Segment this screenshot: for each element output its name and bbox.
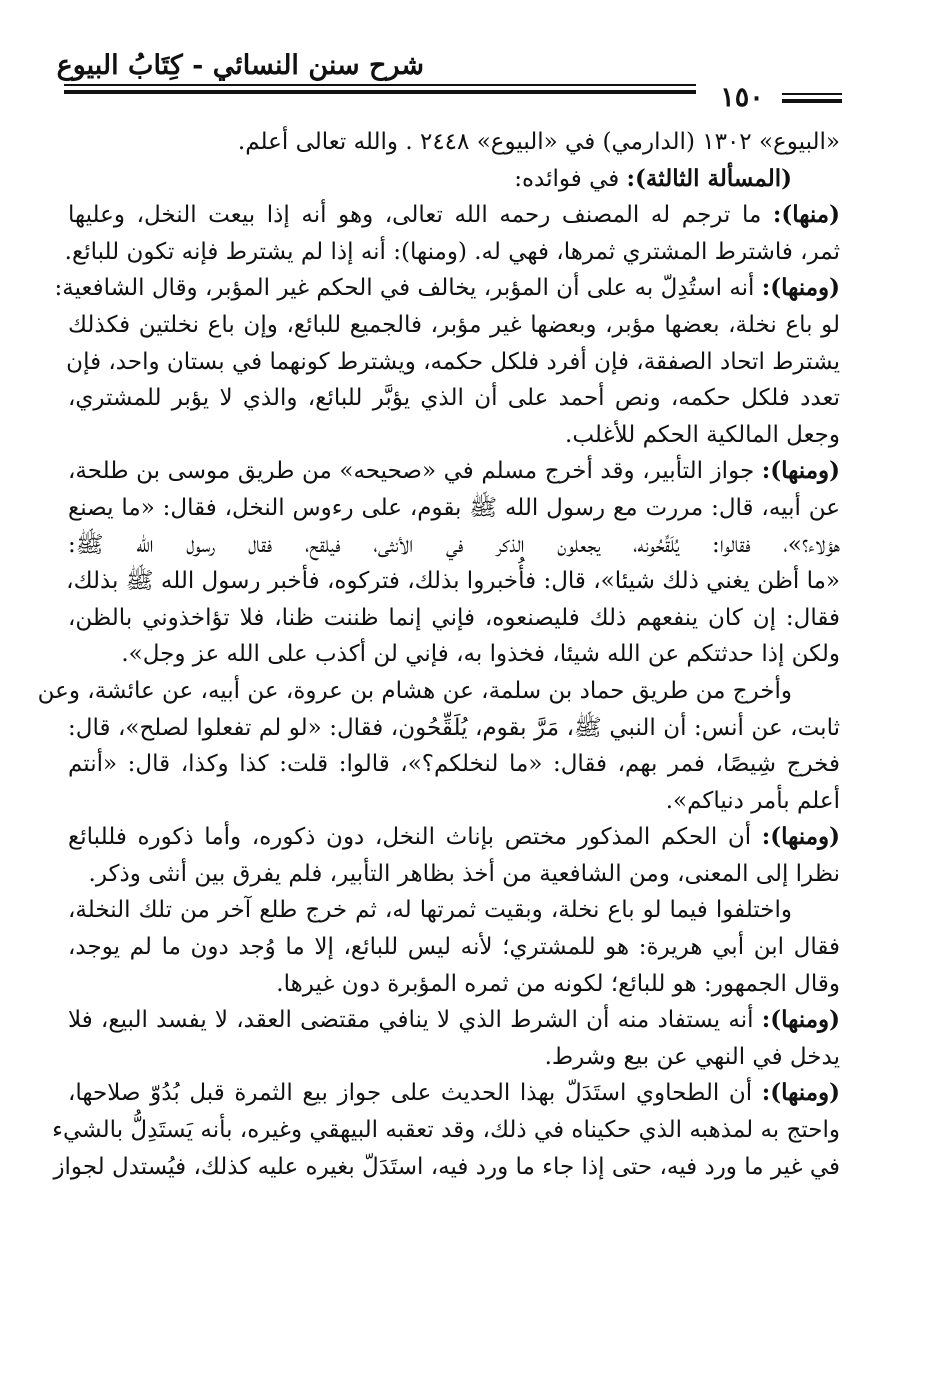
section-label: (ومنها): bbox=[761, 1006, 840, 1034]
section-label: (ومنها): bbox=[761, 823, 840, 851]
line-text: أنه استُدِلّ به على أن المؤبر، يخالف في الحكم غير المؤبر، وقال الشافعية: bbox=[54, 275, 762, 302]
text-line bbox=[52, 1112, 840, 1149]
page-number-rule-top bbox=[782, 93, 842, 95]
text-line bbox=[68, 453, 840, 490]
text-line bbox=[68, 417, 840, 454]
text-line bbox=[68, 710, 840, 747]
header-rule-top bbox=[64, 84, 696, 86]
text-line bbox=[68, 161, 840, 198]
line-text: في فوائده: bbox=[514, 165, 627, 192]
text-line bbox=[54, 270, 840, 307]
line-text: لو باع نخلة، بعضها مؤبر، وبعضها غير مؤبر، فالجميع للبائع، وإن باع نخلتين فكذلك bbox=[68, 311, 840, 338]
line-text: واختلفوا فيما لو باع نخلة، وبقيت ثمرتها له، ثم خرج طلع آخر من تلك النخلة، bbox=[68, 897, 792, 924]
line-text: ثمر، فاشترط المشتري ثمرها، فهي له. (ومنها): أنه إذا لم يشترط فإنه تكون للبائع. bbox=[64, 238, 840, 265]
text-line bbox=[68, 892, 840, 929]
line-text: أن الحكم المذكور مختص بإناث النخل، دون ذكوره، وأما ذكوره فللبائع bbox=[68, 824, 762, 851]
line-text: جواز التأبير، وقد أخرج مسلم في «صحيحه» من طريق موسى بن طلحة، bbox=[68, 458, 762, 485]
text-line bbox=[68, 636, 840, 673]
line-text: ثابت، عن أنس: أن النبي ﷺ، مَرَّ بقوم، يُلَقِّحُون، فقال: «لو لم تفعلوا لصلح»، قال: bbox=[68, 714, 840, 741]
header-rule-bottom bbox=[64, 90, 696, 94]
line-text: عن أبيه، قال: مررت مع رسول الله ﷺ بقوم، على رءوس النخل، فقال: «ما يصنع bbox=[68, 494, 840, 521]
text-line bbox=[68, 600, 840, 637]
line-text: واحتج به لمذهبه الذي حكيناه في ذلك، وقد تعقبه البيهقي وغيره، بأنه يَستَدِلُّ بالشيء bbox=[52, 1117, 840, 1144]
line-text: نظرا إلى المعنى، ومن الشافعية من أخذ بظاهر التأبير، فلم يفرق بين أنثى وذكر. bbox=[88, 860, 840, 887]
text-line bbox=[68, 197, 840, 234]
line-text: وجعل المالكية الحكم للأغلب. bbox=[565, 421, 840, 448]
section-label: (ومنها): bbox=[761, 1079, 840, 1107]
text-line bbox=[68, 783, 840, 820]
line-text: فقال: إن كان ينفعهم ذلك فليصنعوه، فإني إنما ظننت ظنا، فلا تؤاخذوني بالظن، bbox=[68, 604, 840, 631]
section-label: (ومنها): bbox=[761, 274, 840, 302]
line-text: في غير ما ورد فيه، حتى إذا جاء ما ورد فيه، استَدَلّ بغيره عليه كذلك، فيُستدل لجواز bbox=[53, 1153, 840, 1180]
text-line bbox=[68, 380, 840, 417]
text-line bbox=[68, 307, 840, 344]
page-number-rule-bottom bbox=[782, 99, 842, 103]
text-line bbox=[68, 490, 840, 527]
text-line bbox=[68, 1002, 840, 1039]
running-header-title: شرح سنن النسائي - كِتَابُ البيوع bbox=[56, 50, 424, 81]
text-line bbox=[68, 819, 840, 856]
section-label: (المسألة الثالثة): bbox=[626, 164, 792, 192]
line-text: «البيوع» ١٣٠٢ (الدارمي) في «البيوع» ٢٤٤٨ . والله تعالى أعلم. bbox=[237, 129, 840, 155]
line-text: أن الطحاوي استَدَلّ بهذا الحديث على جواز بيع الثمرة قبل بُدُوّ صلاحها، bbox=[68, 1080, 762, 1107]
line-text: ما ترجم له المصنف رحمه الله تعالى، وهو أنه إذا بيعت النخل، وعليها bbox=[68, 202, 773, 229]
line-text: يدخل في النهي عن بيع وشرط. bbox=[544, 1043, 840, 1070]
section-label: (ومنها): bbox=[761, 457, 840, 485]
text-line bbox=[68, 527, 840, 564]
text-line bbox=[68, 929, 840, 966]
text-line bbox=[68, 1075, 840, 1112]
section-label: (منها): bbox=[772, 201, 840, 229]
line-text: «ما أظن يغني ذلك شيئا»، قال: فأُخبروا بذلك، فتركوه، فأخبر رسول الله ﷺ بذلك، bbox=[66, 568, 840, 595]
line-text: يشترط اتحاد الصفقة، فإن أفرد فلكل حكمه، ويشترط كونهما في بستان واحد، فإن bbox=[66, 348, 840, 375]
line-text: أعلم بأمر دنياكم». bbox=[665, 787, 840, 814]
line-text: وقال الجمهور: هو للبائع؛ لكونه من ثمره المؤبرة دون غيرها. bbox=[276, 970, 840, 997]
text-line bbox=[68, 746, 840, 783]
body-text bbox=[37, 124, 840, 1185]
text-line bbox=[68, 856, 840, 893]
text-line bbox=[68, 563, 840, 600]
text-line bbox=[53, 1149, 840, 1186]
line-text: تعدد فلكل حكمه، ونص أحمد على أن الذي يؤبَّر للبائع، والذي لا يؤبر للمشتري، bbox=[68, 385, 840, 412]
line-text: ولكن إذا حدثتكم عن الله شيئا، فخذوا به، فإني لن أكذب على الله عز وجل». bbox=[121, 641, 840, 668]
line-text: فخرج شِيصًا، فمر بهم، فقال: «ما لنخلكم؟»، قالوا: قلت: كذا وكذا، قال: «أنتم bbox=[68, 751, 840, 778]
text-line bbox=[68, 966, 840, 1003]
text-line bbox=[68, 344, 840, 381]
text-line bbox=[68, 124, 840, 161]
line-text: أنه يستفاد منه أن الشرط الذي لا ينافي مقتضى العقد، لا يفسد البيع، فلا bbox=[68, 1007, 762, 1034]
text-line bbox=[64, 234, 840, 271]
line-text: هؤلاء؟»، فقالوا: يُلَقِّحُونه، يجعلون الذكر في الأنثى، فيلقح، فقال رسول الله ﷺ: bbox=[68, 531, 840, 558]
line-text: فقال ابن أبي هريرة: هو للمشتري؛ لأنه ليس للبائع، إلا ما وُجد دون ما لم يوجد، bbox=[68, 934, 840, 961]
page-number: ١٥٠ bbox=[720, 82, 764, 113]
text-line bbox=[68, 1039, 840, 1076]
line-text: وأخرج من طريق حماد بن سلمة، عن هشام بن عروة، عن أبيه، عن عائشة، وعن bbox=[37, 677, 792, 704]
text-line bbox=[37, 673, 840, 710]
